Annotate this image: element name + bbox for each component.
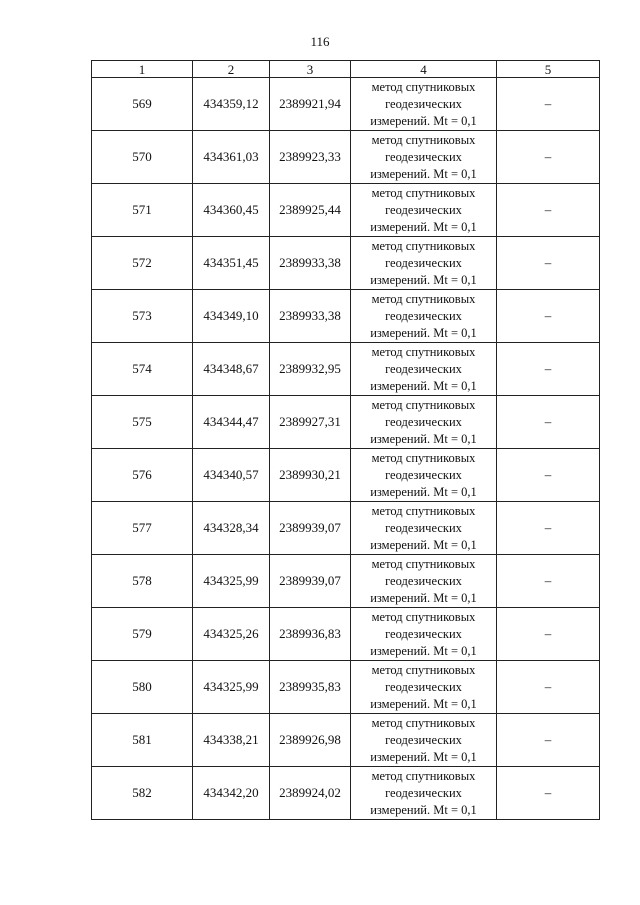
method-line: метод спутниковых — [371, 79, 476, 94]
table-row — [92, 78, 600, 131]
note-cell: – — [497, 555, 600, 608]
method-cell — [351, 608, 497, 661]
method-cell — [351, 502, 497, 555]
method-cell — [351, 555, 497, 608]
point-number-cell: 570 — [92, 131, 193, 184]
y-coordinate-cell: 2389932,95 — [270, 343, 351, 396]
table-row — [92, 555, 600, 608]
method-line: геодезических — [385, 414, 462, 429]
y-coordinate-cell: 2389930,21 — [270, 449, 351, 502]
y-coordinate-cell: 2389926,98 — [270, 714, 351, 767]
coordinates-table — [91, 60, 600, 820]
column-header-4: 4 — [351, 61, 497, 78]
x-coordinate-cell: 434348,67 — [193, 343, 270, 396]
method-line: геодезических — [385, 308, 462, 323]
method-line: геодезических — [385, 96, 462, 111]
x-coordinate-cell: 434361,03 — [193, 131, 270, 184]
note-cell: – — [497, 131, 600, 184]
table-row — [92, 131, 600, 184]
point-number-cell: 582 — [92, 767, 193, 820]
method-cell — [351, 290, 497, 343]
method-line: метод спутниковых — [371, 450, 476, 465]
table-row — [92, 237, 600, 290]
note-cell: – — [497, 608, 600, 661]
x-coordinate-cell: 434342,20 — [193, 767, 270, 820]
note-cell: – — [497, 502, 600, 555]
method-line: геодезических — [385, 202, 462, 217]
method-line: измерений. Mt = 0,1 — [370, 378, 477, 393]
table-row — [92, 714, 600, 767]
y-coordinate-cell: 2389924,02 — [270, 767, 351, 820]
method-line: измерений. Mt = 0,1 — [370, 643, 477, 658]
method-cell — [351, 237, 497, 290]
method-line: геодезических — [385, 573, 462, 588]
table-row — [92, 608, 600, 661]
point-number-cell: 574 — [92, 343, 193, 396]
table-row — [92, 396, 600, 449]
method-line: геодезических — [385, 255, 462, 270]
point-number-cell: 577 — [92, 502, 193, 555]
method-line: геодезических — [385, 520, 462, 535]
y-coordinate-cell: 2389935,83 — [270, 661, 351, 714]
method-line: метод спутниковых — [371, 715, 476, 730]
method-line: измерений. Mt = 0,1 — [370, 537, 477, 552]
method-line: метод спутниковых — [371, 503, 476, 518]
x-coordinate-cell: 434328,34 — [193, 502, 270, 555]
table-row — [92, 184, 600, 237]
table-body — [92, 78, 600, 820]
y-coordinate-cell: 2389936,83 — [270, 608, 351, 661]
method-line: метод спутниковых — [371, 291, 476, 306]
method-line: измерений. Mt = 0,1 — [370, 696, 477, 711]
point-number-cell: 580 — [92, 661, 193, 714]
column-header-1: 1 — [92, 61, 193, 78]
note-cell: – — [497, 396, 600, 449]
method-cell — [351, 767, 497, 820]
y-coordinate-cell: 2389925,44 — [270, 184, 351, 237]
column-header-3: 3 — [270, 61, 351, 78]
note-cell: – — [497, 237, 600, 290]
note-cell: – — [497, 184, 600, 237]
method-cell — [351, 449, 497, 502]
method-cell — [351, 661, 497, 714]
table-row — [92, 343, 600, 396]
x-coordinate-cell: 434351,45 — [193, 237, 270, 290]
method-line: метод спутниковых — [371, 662, 476, 677]
method-line: метод спутниковых — [371, 609, 476, 624]
method-line: метод спутниковых — [371, 556, 476, 571]
method-line: геодезических — [385, 361, 462, 376]
note-cell: – — [497, 78, 600, 131]
method-line: измерений. Mt = 0,1 — [370, 749, 477, 764]
header-row — [92, 61, 600, 78]
y-coordinate-cell: 2389933,38 — [270, 290, 351, 343]
point-number-cell: 573 — [92, 290, 193, 343]
table-header — [92, 61, 600, 78]
x-coordinate-cell: 434338,21 — [193, 714, 270, 767]
column-header-2: 2 — [193, 61, 270, 78]
table-row — [92, 290, 600, 343]
method-line: метод спутниковых — [371, 185, 476, 200]
point-number-cell: 576 — [92, 449, 193, 502]
method-line: измерений. Mt = 0,1 — [370, 219, 477, 234]
method-line: измерений. Mt = 0,1 — [370, 590, 477, 605]
x-coordinate-cell: 434325,99 — [193, 555, 270, 608]
method-line: геодезических — [385, 732, 462, 747]
method-line: геодезических — [385, 626, 462, 641]
method-line: метод спутниковых — [371, 132, 476, 147]
table-row — [92, 502, 600, 555]
note-cell: – — [497, 714, 600, 767]
x-coordinate-cell: 434325,26 — [193, 608, 270, 661]
point-number-cell: 572 — [92, 237, 193, 290]
method-line: метод спутниковых — [371, 768, 476, 783]
y-coordinate-cell: 2389939,07 — [270, 502, 351, 555]
point-number-cell: 581 — [92, 714, 193, 767]
point-number-cell: 575 — [92, 396, 193, 449]
method-line: измерений. Mt = 0,1 — [370, 325, 477, 340]
method-line: геодезических — [385, 467, 462, 482]
note-cell: – — [497, 449, 600, 502]
column-header-5: 5 — [497, 61, 600, 78]
method-line: измерений. Mt = 0,1 — [370, 802, 477, 817]
method-line: измерений. Mt = 0,1 — [370, 431, 477, 446]
method-line: геодезических — [385, 149, 462, 164]
method-cell — [351, 396, 497, 449]
table-row — [92, 449, 600, 502]
x-coordinate-cell: 434359,12 — [193, 78, 270, 131]
y-coordinate-cell: 2389921,94 — [270, 78, 351, 131]
method-cell — [351, 131, 497, 184]
note-cell: – — [497, 767, 600, 820]
point-number-cell: 578 — [92, 555, 193, 608]
x-coordinate-cell: 434344,47 — [193, 396, 270, 449]
method-cell — [351, 714, 497, 767]
table-row — [92, 661, 600, 714]
method-line: измерений. Mt = 0,1 — [370, 272, 477, 287]
x-coordinate-cell: 434340,57 — [193, 449, 270, 502]
note-cell: – — [497, 661, 600, 714]
note-cell: – — [497, 343, 600, 396]
method-line: метод спутниковых — [371, 238, 476, 253]
method-cell — [351, 343, 497, 396]
x-coordinate-cell: 434325,99 — [193, 661, 270, 714]
point-number-cell: 569 — [92, 78, 193, 131]
x-coordinate-cell: 434349,10 — [193, 290, 270, 343]
method-line: метод спутниковых — [371, 344, 476, 359]
point-number-cell: 571 — [92, 184, 193, 237]
method-cell — [351, 184, 497, 237]
y-coordinate-cell: 2389923,33 — [270, 131, 351, 184]
table-row — [92, 767, 600, 820]
x-coordinate-cell: 434360,45 — [193, 184, 270, 237]
note-cell: – — [497, 290, 600, 343]
page-number: 116 — [310, 34, 330, 49]
method-line: измерений. Mt = 0,1 — [370, 113, 477, 128]
y-coordinate-cell: 2389933,38 — [270, 237, 351, 290]
method-line: измерений. Mt = 0,1 — [370, 166, 477, 181]
point-number-cell: 579 — [92, 608, 193, 661]
method-line: геодезических — [385, 785, 462, 800]
y-coordinate-cell: 2389927,31 — [270, 396, 351, 449]
method-line: метод спутниковых — [371, 397, 476, 412]
method-cell — [351, 78, 497, 131]
method-line: измерений. Mt = 0,1 — [370, 484, 477, 499]
method-line: геодезических — [385, 679, 462, 694]
y-coordinate-cell: 2389939,07 — [270, 555, 351, 608]
